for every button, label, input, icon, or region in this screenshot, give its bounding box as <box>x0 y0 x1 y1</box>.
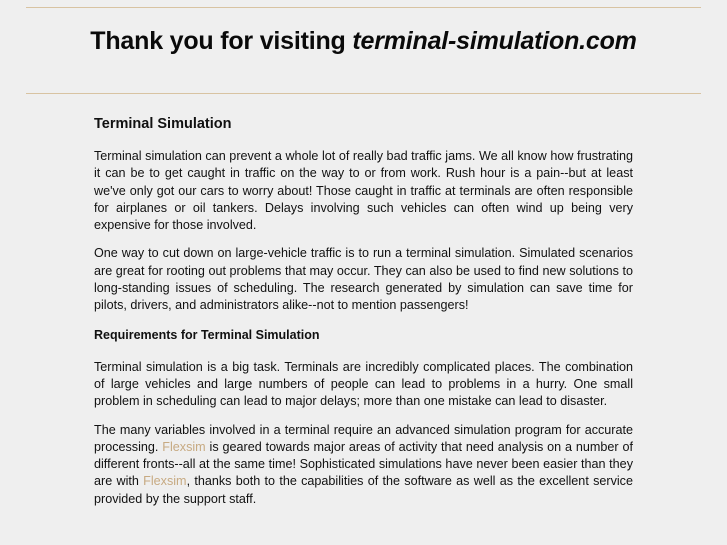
article-body <box>94 114 633 519</box>
article-heading: Terminal Simulation <box>94 116 232 132</box>
flexsim-link-1[interactable]: Flexsim <box>162 439 206 454</box>
title-prefix: Thank you for visiting <box>90 27 353 55</box>
flexsim-link-2[interactable]: Flexsim <box>143 474 187 489</box>
flexsim-text-3: , thanks both to the capabilities of the software as well as the excellent service provided by the support staff. <box>94 474 633 506</box>
title-domain: terminal-simulation.com <box>352 27 637 55</box>
flexsim-text-1: The many variables involved in a terminal require an advanced simulation program for accurate processing. <box>94 422 633 454</box>
paragraph-intro: Terminal simulation can prevent a whole lot of really bad traffic jams. We all know how frustrating it can be to get caught in traffic on the way to or from work. Rush hour is a pain--but at least we've only got our cars to worry about! Those caught in traffic at terminals are often responsible for airplanes or oil tankers. Delays involving such vehicles can often wind up being very expensive for those involved. <box>94 149 633 233</box>
requirements-heading: Requirements for Terminal Simulation <box>94 327 320 342</box>
top-divider <box>26 7 701 8</box>
page-title <box>0 27 727 56</box>
paragraph-requirements: Terminal simulation is a big task. Terminals are incredibly complicated places. The combination of large vehicles and large numbers of people can lead to problems in a hurry. One small problem in scheduling can lead to major delays; more than one mistake can lead to disaster. <box>94 359 633 409</box>
bottom-divider <box>26 93 701 94</box>
flexsim-text-2: is geared towards major areas of activity that need analysis on a number of different fronts--all at the same time! Sophisticated simulations have never been easier than they are with <box>94 439 633 489</box>
paragraph-flexsim <box>94 422 633 508</box>
paragraph-solution: One way to cut down on large-vehicle traffic is to run a terminal simulation. Simulated scenarios are great for rooting out problems that may occur. They can also be used to find new solutions to long-standing issues of scheduling. The research generated by simulation can save time for pilots, drivers, and administrators alike--not to mention passengers! <box>94 246 633 313</box>
